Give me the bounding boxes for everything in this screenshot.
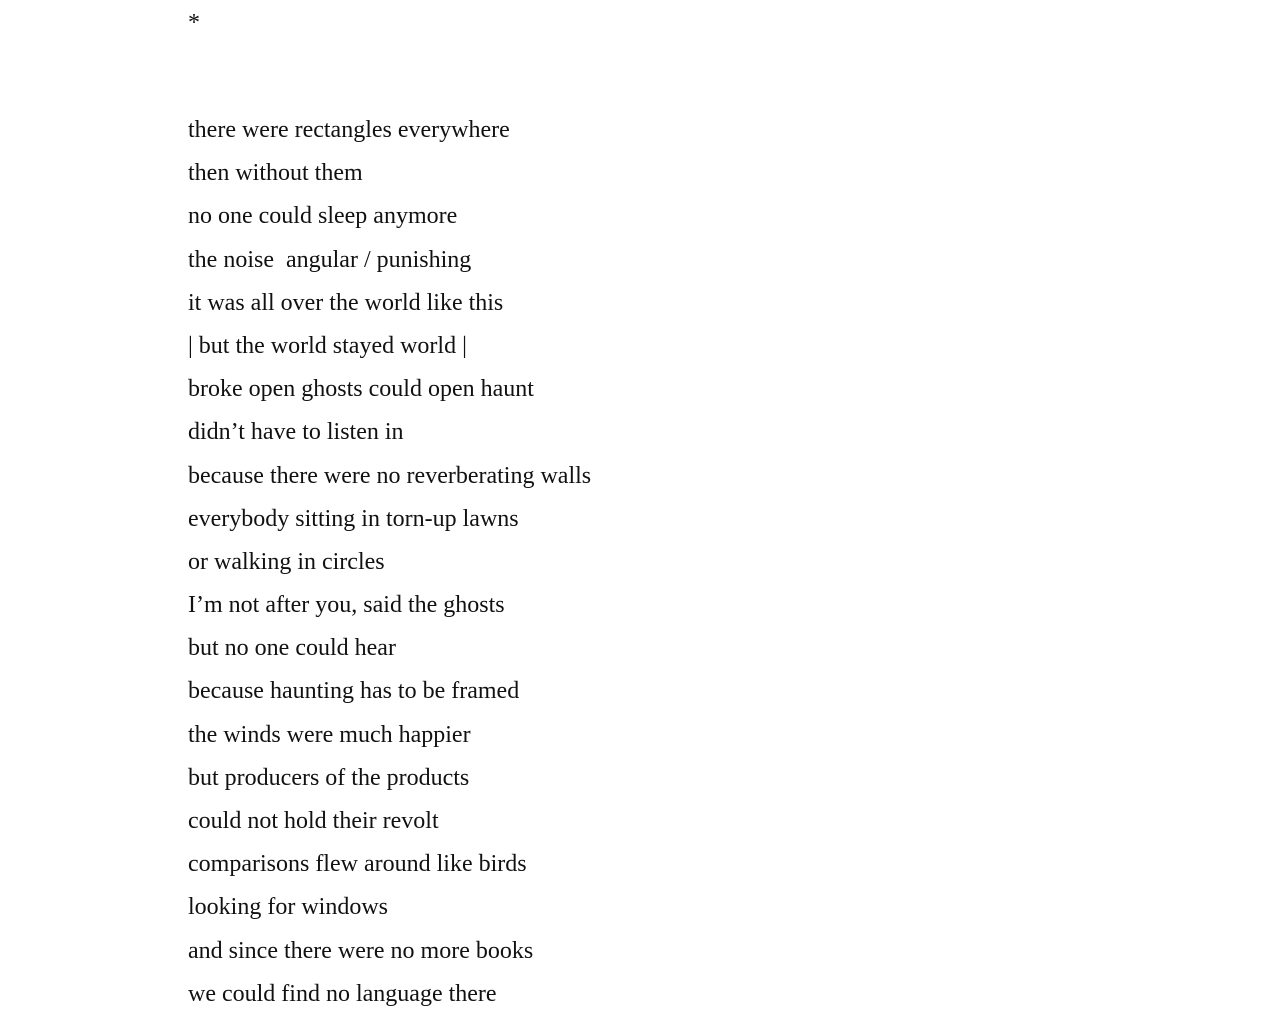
poem-line: comparisons flew around like birds xyxy=(188,851,527,878)
poem-line: we could find no language there xyxy=(188,980,497,1007)
poem-line: and since there were no more books xyxy=(188,937,534,964)
poem-line: or walking in circles xyxy=(188,548,385,575)
poem-line: but producers of the products xyxy=(188,764,470,791)
poem-line: I’m not after you, said the ghosts xyxy=(188,592,505,619)
poem-line: there were rectangles everywhere xyxy=(188,117,510,143)
poem-line: | but the world stayed world | xyxy=(188,332,467,359)
poem xyxy=(188,109,591,1016)
poem-line: no one could sleep anymore xyxy=(188,203,458,230)
section-asterisk: * xyxy=(188,10,200,36)
poem-line: because there were no reverberating walls xyxy=(188,462,592,489)
poem-line: didn’t have to listen in xyxy=(188,419,404,446)
poem-line: could not hold their revolt xyxy=(188,808,439,834)
poem-line: the winds were much happier xyxy=(188,721,471,748)
poem-line: the noise angular / punishing xyxy=(188,246,472,273)
poem-line: but no one could hear xyxy=(188,635,396,662)
poem-line: it was all over the world like this xyxy=(188,289,504,316)
poem-line: because haunting has to be framed xyxy=(188,678,520,705)
poem-line: looking for windows xyxy=(188,894,388,921)
poem-line: broke open ghosts could open haunt xyxy=(188,376,534,403)
poem-line: then without them xyxy=(188,160,363,187)
poem-line: everybody sitting in torn-up lawns xyxy=(188,505,519,532)
